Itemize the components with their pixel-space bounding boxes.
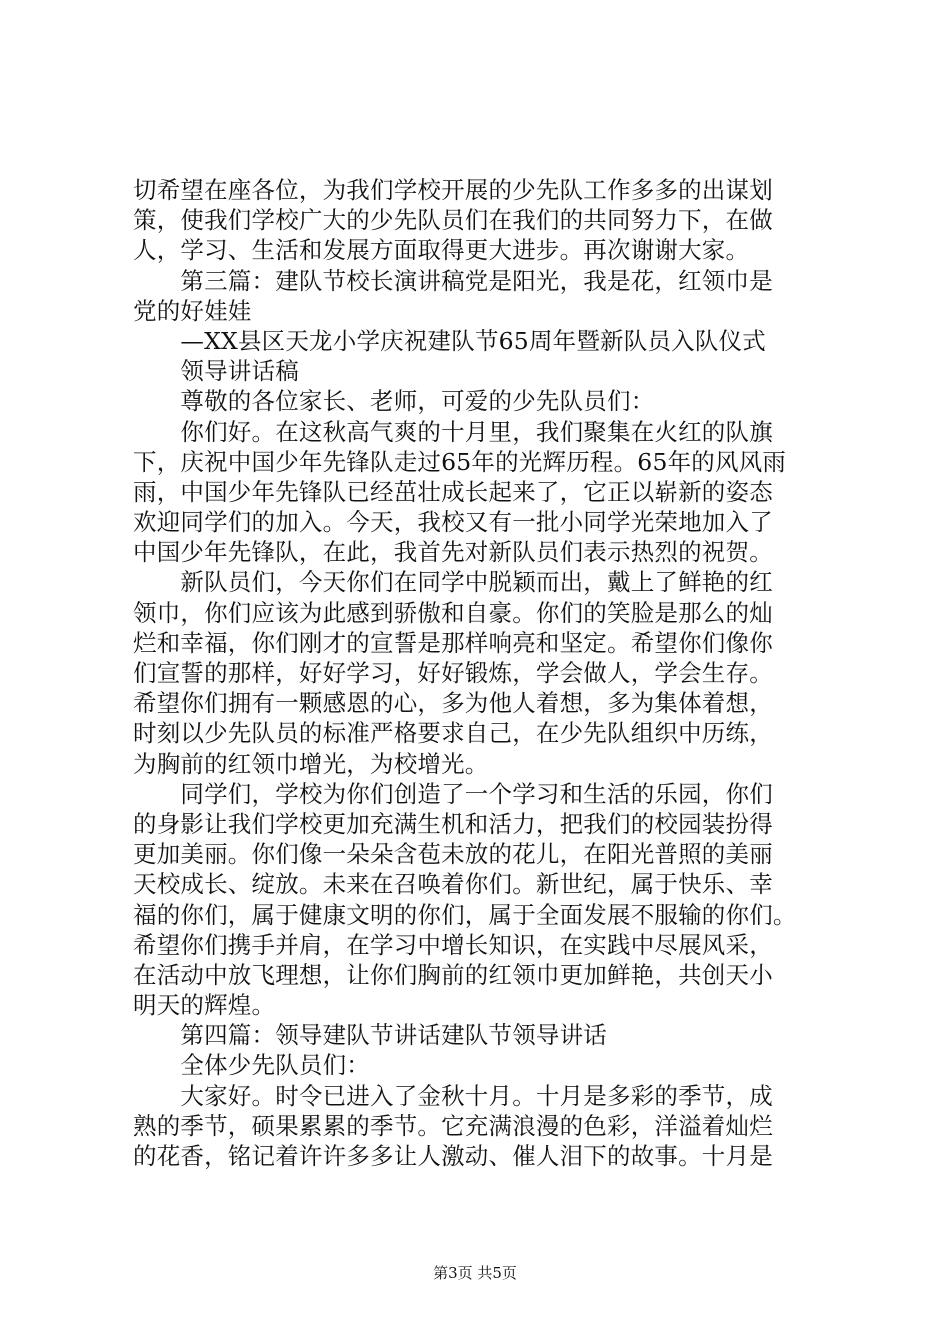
text-line: 在活动中放飞理想，让你们胸前的红领巾更加鲜艳，共创天小 [133,960,773,989]
text-line: 你们好。在这秋高气爽的十月里，我们聚集在火红的队旗 [133,417,773,446]
page-number: 第3页 共5页 [433,1264,517,1282]
salutation: 尊敬的各位家长、老师，可爱的少先队员们： [133,387,655,416]
text-line: 中国少年先锋队，在此，我首先对新队员们表示热烈的祝贺。 [133,538,773,567]
text-line: 更加美丽。你们像一朵朵含苞未放的花儿，在阳光普照的美丽 [133,840,773,869]
text-line: 们宣誓的那样，好好学习，好好锻炼，学会做人，学会生存。 [133,659,773,687]
salutation: 全体少先队员们： [133,1051,370,1080]
text-line: 同学们，学校为你们创造了一个学习和生活的乐园，你们 [133,779,773,808]
text-line: 人，学习、生活和发展方面取得更大进步。再次谢谢大家。 [133,236,750,265]
text-line: 切希望在座各位，为我们学校开展的少先队工作多多的出谋划 [133,176,773,204]
text-line: 明天的辉煌。 [133,991,276,1020]
text-line: 的花香，铭记着许许多多让人激动、催人泪下的故事。十月是 [133,1142,773,1170]
text-line: 领巾，你们应该为此感到骄傲和自豪。你们的笑脸是那么的灿 [133,598,773,627]
text-line: 天校成长、绽放。未来在召唤着你们。新世纪，属于快乐、幸 [133,870,773,899]
text-line: 时刻以少先队员的标准严格要求自己，在少先队组织中历练， [133,719,773,748]
subtitle-line: —XX县区天龙小学庆祝建队节65周年暨新队员入队仪式 [133,326,766,355]
text-line: 新队员们，今天你们在同学中脱颖而出，戴上了鲜艳的红 [133,568,773,597]
document-body [133,175,829,1171]
text-line: 策，使我们学校广大的少先队员们在我们的共同努力下，在做 [133,206,773,235]
text-line: 为胸前的红领巾增光，为校增光。 [133,749,489,778]
text-line: 欢迎同学们的加入。今天，我校又有一批小同学光荣地加入了 [133,508,773,537]
text-line: 烂和幸福，你们刚才的宣誓是那样响亮和坚定。希望你们像你 [133,628,773,657]
page-footer [0,1262,950,1283]
text-line: 雨，中国少年先锋队已经茁壮成长起来了，它正以崭新的姿态 [133,477,773,506]
section-heading: 第四篇：领导建队节讲话建队节领导讲话 [133,1021,607,1050]
text-line: 希望你们拥有一颗感恩的心，多为他人着想，多为集体着想， [133,689,773,718]
text-line: 熟的季节，硕果累累的季节。它充满浪漫的色彩，洋溢着灿烂 [133,1111,773,1140]
text-line: 福的你们，属于健康文明的你们，属于全面发展不服输的你们。 [133,900,797,929]
text-line: 大家好。时令已进入了金秋十月。十月是多彩的季节，成 [133,1081,773,1110]
text-line: 希望你们携手并肩，在学习中增长知识，在实践中尽展风采， [133,930,773,959]
subtitle-line: 领导讲话稿 [133,357,299,386]
text-line: 下，庆祝中国少年先锋队走过65年的光辉历程。65年的风风雨 [133,447,787,476]
section-heading: 第三篇：建队节校长演讲稿党是阳光，我是花，红领巾是 [133,266,773,295]
section-heading: 党的好娃娃 [133,296,252,325]
text-line: 的身影让我们学校更加充满生机和活力，把我们的校园装扮得 [133,809,773,838]
